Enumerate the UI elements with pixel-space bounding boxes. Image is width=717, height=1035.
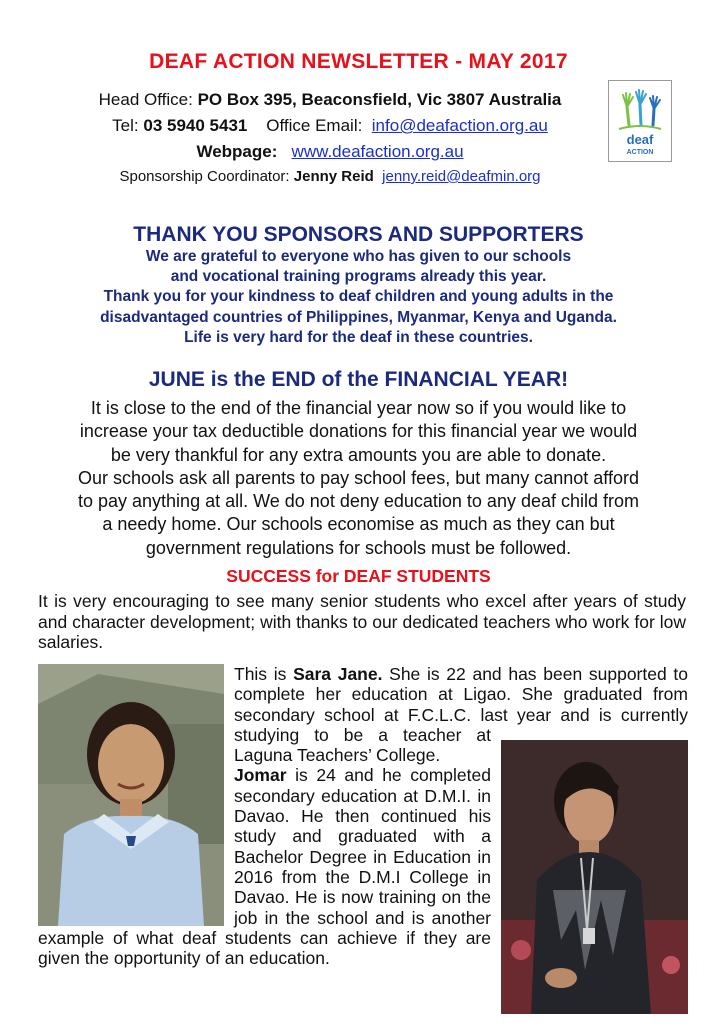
newsletter-title: DEAF ACTION NEWSLETTER - MAY 2017 <box>149 50 568 73</box>
webpage-link[interactable]: www.deafaction.org.au <box>291 142 464 161</box>
thanks-heading: THANK YOU SPONSORS AND SUPPORTERS <box>133 223 584 246</box>
contact-line <box>0 116 660 136</box>
financial-line: a needy home. Our schools economise as much as they can but <box>102 514 615 535</box>
email-label: Office Email: <box>266 116 363 135</box>
sponsorship-label: Sponsorship Coordinator: <box>119 168 290 185</box>
financial-year-message <box>30 397 687 560</box>
financial-line: government regulations for schools must be followed. <box>145 537 572 558</box>
jomar-text: is 24 and he completed secondary education at D.M.I. in Davao. He then continued his study and graduated with a Bachelor Degree in Education in 2016 from the D.M.I College in Davao. He is now training on the job in the school and is another example of what deaf students can achieve if they are given the opportunity of an education. <box>38 765 491 969</box>
sponsorship-name: Jenny Reid <box>293 168 374 185</box>
thanks-line: We are grateful to everyone who has given to our schools <box>145 248 572 265</box>
thanks-line: and vocational training programs already this year. <box>170 268 547 286</box>
financial-line: increase your tax deductible donations for this financial year we would <box>79 421 638 442</box>
thanks-message <box>0 247 717 348</box>
deaf-action-logo <box>608 80 672 162</box>
office-email-link[interactable]: info@deafaction.org.au <box>371 116 548 135</box>
tel-number: 03 5940 5431 <box>143 116 248 135</box>
webpage-line <box>0 142 660 162</box>
financial-year-heading: JUNE is the END of the FINANCIAL YEAR! <box>148 368 569 391</box>
head-office-label: Head Office: <box>98 90 193 109</box>
sponsorship-line <box>0 168 660 185</box>
student-portrait-image <box>38 664 224 926</box>
thanks-line: Thank you for your kindness to deaf children and young adults in the <box>103 288 614 306</box>
financial-line: It is close to the end of the financial year now so if you would like to <box>90 398 627 418</box>
student-portrait-image <box>501 740 688 1014</box>
thanks-line: disadvantaged countries of Philippines, Myanmar, Kenya and Uganda. <box>100 308 617 326</box>
sara-jane-text: She is 22 and has been supported to complete her education at Ligao. She graduated from secondary school at F.C.L.C. last year and is currently studying to be a teacher at Laguna Teachers’ College. <box>234 664 688 766</box>
thanks-line: Life is very hard for the deaf in these countries. <box>184 328 533 346</box>
student-stories <box>38 664 688 1024</box>
logo-word-action: ACTION <box>626 149 654 156</box>
jomar-photo <box>501 740 688 1014</box>
sponsorship-email-link[interactable]: jenny.reid@deafmin.org <box>382 168 541 185</box>
webpage-label: Webpage: <box>196 142 278 161</box>
raised-hands-icon <box>609 81 671 161</box>
sara-prefix: This is <box>234 664 294 684</box>
sara-jane-photo <box>38 664 224 926</box>
success-heading: SUCCESS for DEAF STUDENTS <box>226 566 491 586</box>
success-intro: It is very encouraging to see many senior students who excel after years of study and character development; with thanks to our dedicated teachers who work for low salaries. <box>38 591 686 652</box>
logo-word-deaf: deaf <box>626 132 654 147</box>
financial-line: be very thankful for any extra amounts you are able to donate. <box>110 444 607 465</box>
jomar-name: Jomar <box>234 765 287 786</box>
tel-label: Tel: <box>112 116 139 135</box>
head-office-address: PO Box 395, Beaconsfield, Vic 3807 Australia <box>197 90 562 109</box>
financial-line: Our schools ask all parents to pay school fees, but many cannot afford <box>78 467 639 488</box>
head-office-line <box>0 90 660 110</box>
sara-jane-name: Sara Jane. <box>293 664 383 684</box>
financial-line: to pay anything at all. We do not deny education to any deaf child from <box>77 491 640 512</box>
